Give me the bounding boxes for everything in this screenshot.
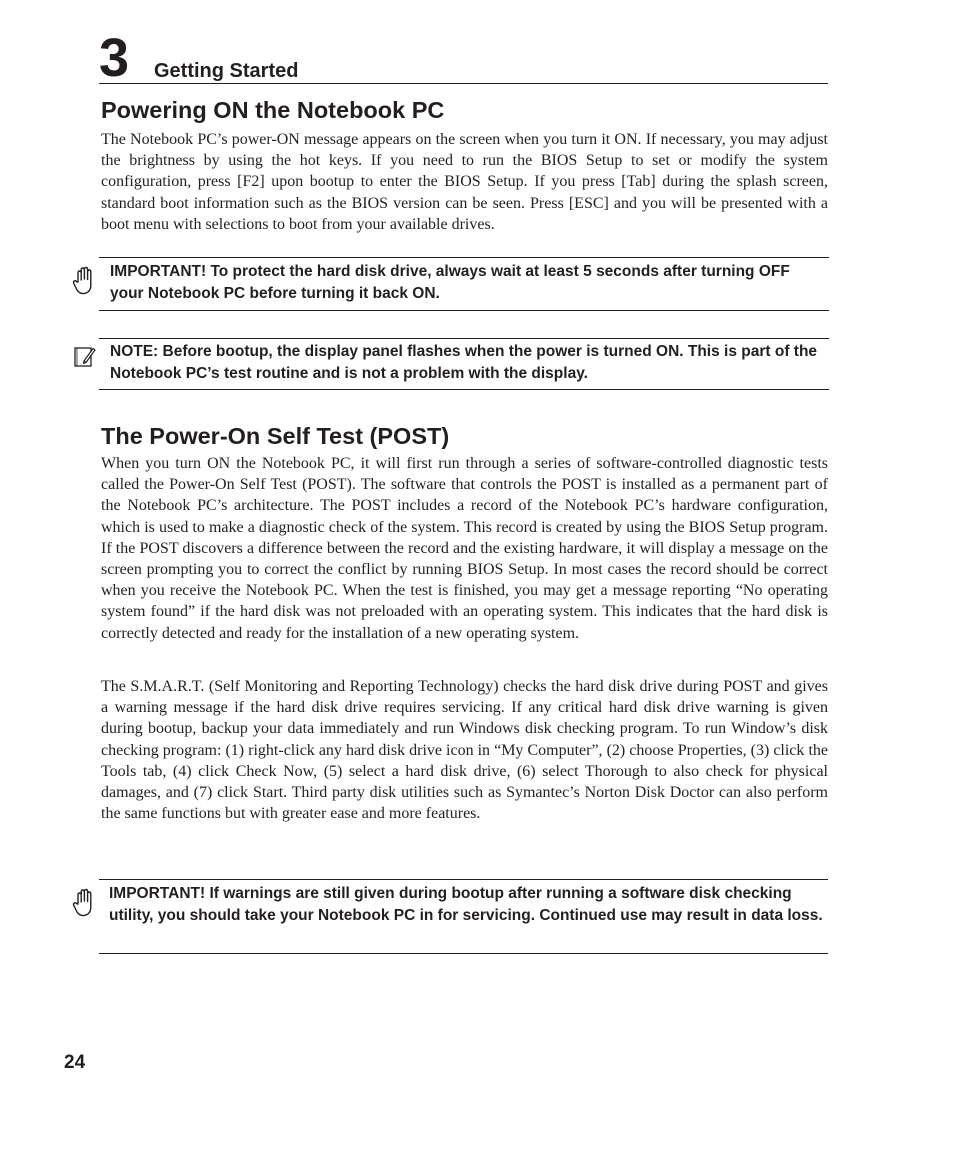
- callout-bottom-divider: [99, 953, 828, 954]
- paragraph-post-2: The S.M.A.R.T. (Self Monitoring and Reporting Technology) checks the hard disk drive during POST and gives a warning message if the hard disk drive requires servicing. If any critical hard disk drive warning is given during bootup, backup your data immediately and run Windows disk checking program. To run Window’s disk checking program: (1) right-click any hard disk drive icon in “My Computer”, (2) choose Properties, (3) click the Tools tab, (4) click Check Now, (5) select a hard disk drive, (6) select Thorough to also check for physical damages, and (7) click Start. Third party disk utilities such as Symantec’s Norton Disk Doctor can also perform the same functions but with greater ease and more features.: [101, 678, 828, 823]
- note-callout-text: NOTE: Before bootup, the display panel flashes when the power is turned ON. This is part of the Notebook PC’s test routine and is not a problem with the display.: [110, 343, 818, 382]
- important-callout-text: IMPORTANT! To protect the hard disk drive, always wait at least 5 seconds after turning OFF your Notebook PC before turning it back ON.: [110, 263, 790, 302]
- header-divider: [99, 83, 828, 84]
- callout-top-divider: [99, 338, 829, 339]
- chapter-number: 3: [99, 28, 130, 88]
- callout-bottom-divider: [99, 389, 829, 390]
- paragraph-powering: The Notebook PC’s power-ON message appears on the screen when you turn it ON. If necessary, you may adjust the brightness by using the hot keys. If you need to run the BIOS Setup to set or modify the system configuration, press [F2] upon bootup to enter the BIOS Setup. If you press [Tab] during the splash screen, standard boot information such as the BIOS version can be seen. Press [ESC] and you will be presented with a boot menu with selections to boot from your available drives.: [101, 131, 828, 233]
- hand-icon: [72, 888, 98, 918]
- section-heading-powering: Powering ON the Notebook PC: [101, 97, 445, 123]
- paragraph-post-1: When you turn ON the Notebook PC, it will first run through a series of software-controlled diagnostic tests called the Power-On Self Test (POST). The software that controls the POST is installed as a permanent part of the Notebook PC’s architecture. The POST includes a record of the Notebook PC’s hardware configuration, which is used to make a diagnostic check of the system. This record is created by using the BIOS Setup program. If the POST discovers a difference between the record and the existing hardware, it will display a message on the screen prompting you to correct the conflict by running BIOS Setup. In most cases the record should be correct when you receive the Notebook PC. When the test is finished, you may get a message reporting “No operating system found” if the hard disk was not preloaded with an operating system. This indicates that the hard disk is correctly detected and ready for the installation of a new operating system.: [101, 455, 828, 642]
- chapter-title: Getting Started: [154, 60, 299, 82]
- callout-bottom-divider: [99, 310, 829, 311]
- important-callout-text: IMPORTANT! If warnings are still given during bootup after running a software disk checking utility, you should take your Notebook PC in for servicing. Continued use may result in data loss.: [109, 885, 823, 924]
- page-number: 24: [64, 1052, 86, 1073]
- callout-top-divider: [99, 257, 829, 258]
- section-heading-post: The Power-On Self Test (POST): [101, 423, 450, 449]
- notepad-icon: [72, 344, 98, 374]
- hand-icon: [72, 266, 98, 296]
- callout-top-divider: [99, 879, 828, 880]
